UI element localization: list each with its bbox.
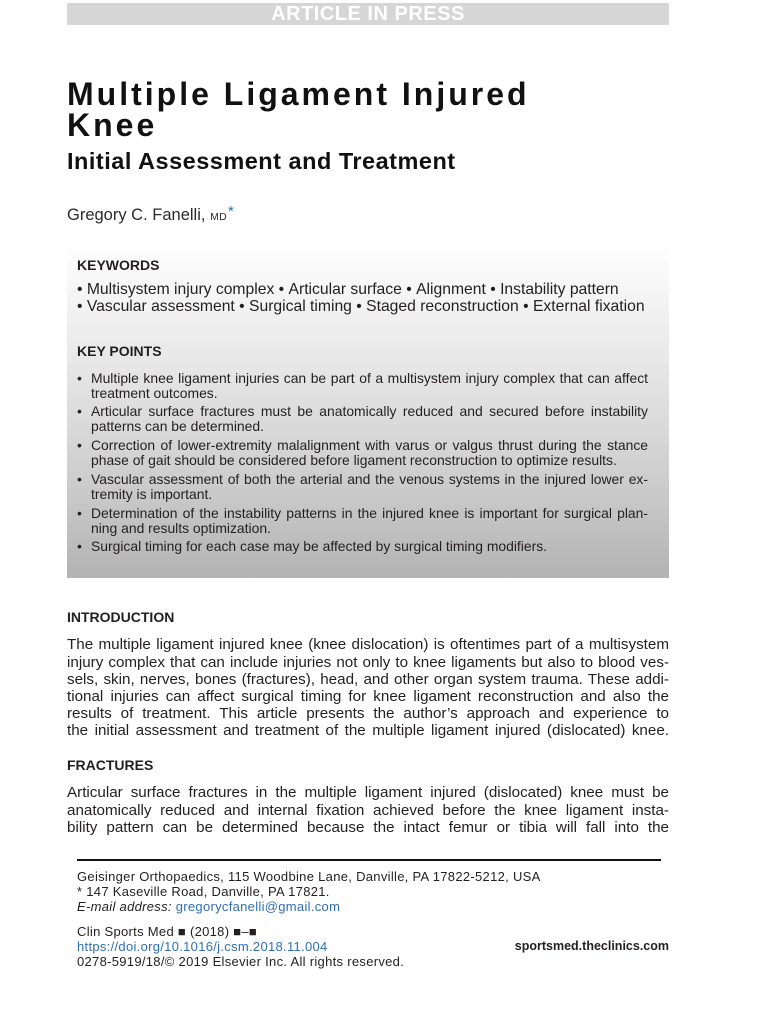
keyword: • Multisystem injury complex — [77, 281, 274, 298]
author-name: Gregory C. Fanelli, — [67, 206, 206, 224]
publication-info — [77, 924, 669, 969]
fractures-paragraph — [67, 784, 669, 836]
article-subtitle: Initial Assessment and Treatment — [67, 148, 456, 174]
keywords-keypoints-box — [67, 250, 669, 578]
paragraph-line: results of treatment. This article presents the author’s approach and experience to — [67, 705, 669, 723]
email-link[interactable]: gregorycfanelli@gmail.com — [175, 898, 341, 914]
keyword: • Alignment — [406, 281, 486, 298]
key-point-item — [91, 472, 648, 502]
author-footnote-marker[interactable]: * — [228, 203, 234, 220]
key-points-list — [91, 371, 648, 559]
key-point-item — [91, 438, 648, 468]
key-point-line: phase of gait should be considered before ligament reconstruction to optimize results. — [91, 452, 617, 469]
key-point-line: • Surgical timing for each case may be affected by surgical timing modifiers. — [91, 538, 548, 555]
key-point-line: tremity is important. — [91, 485, 213, 502]
key-points-heading: KEY POINTS — [77, 343, 162, 359]
journal-citation: Clin Sports Med ■ (2018) ■–■ — [77, 923, 258, 939]
paragraph-line: the initial assessment and treatment of the multiple ligament injured (dislocated) knee. — [67, 722, 669, 740]
article-in-press-banner: ARTICLE IN PRESS — [67, 3, 669, 25]
affiliation: Geisinger Orthopaedics, 115 Woodbine Lane, Danville, PA 17822-5212, USA — [77, 868, 541, 884]
footnote-divider — [77, 859, 661, 861]
keyword: • Staged reconstruction — [356, 298, 518, 315]
key-point-line: • Determination of the instability patterns in the injured knee is important for surgical plan- — [91, 504, 648, 521]
keyword: • Instability pattern — [490, 281, 618, 298]
paragraph-line: The multiple ligament injured knee (knee dislocation) is oftentimes part of a multisystem — [67, 636, 669, 654]
key-point-line: • Articular surface fractures must be anatomically reduced and secured before instability — [91, 403, 648, 420]
key-point-line: • Correction of lower-extremity malalignment with varus or valgus thrust during the stance — [91, 437, 648, 454]
keywords-row — [77, 281, 645, 298]
author-line — [67, 205, 234, 227]
key-point-item — [91, 404, 648, 434]
key-point-line: treatment outcomes. — [91, 384, 218, 401]
paragraph-line: anatomically reduced and internal fixation achieved before the knee ligament insta- — [67, 801, 669, 819]
article-title-line: Knee — [67, 107, 158, 143]
author-degree: MD — [210, 211, 227, 223]
keywords-heading: KEYWORDS — [77, 257, 160, 273]
keyword: • Articular surface — [279, 281, 402, 298]
copyright-line: 0278-5919/18/© 2019 Elsevier Inc. All rights reserved. — [77, 953, 405, 969]
key-point-line: ning and results optimization. — [91, 519, 271, 536]
key-point-line: • Multiple knee ligament injuries can be part of a multisystem injury complex that can affect — [91, 369, 648, 386]
paragraph-line: injury complex that can include injuries not only to knee ligaments but also to blood ves- — [67, 653, 669, 671]
paragraph-line: tional injuries can affect surgical timing for knee ligament reconstruction and also the — [67, 688, 669, 705]
doi-link[interactable]: https://doi.org/10.1016/j.csm.2018.11.004 — [77, 938, 328, 954]
article-title — [67, 76, 530, 143]
article-title-line: Multiple Ligament Injured — [67, 76, 530, 112]
introduction-paragraph — [67, 636, 669, 739]
key-point-item — [91, 506, 648, 536]
key-point-line: patterns can be determined. — [91, 418, 264, 435]
key-point-line: • Vascular assessment of both the arterial and the venous systems in the injured lower ex- — [91, 470, 648, 487]
email-line — [77, 899, 669, 914]
journal-website: sportsmed.theclinics.com — [514, 938, 669, 953]
keywords-list — [77, 281, 645, 315]
paragraph-line: Articular surface fractures in the multiple ligament injured (dislocated) knee must be — [67, 784, 669, 802]
introduction-heading: INTRODUCTION — [67, 609, 175, 625]
email-label: E-mail address: — [77, 898, 172, 914]
correspondence-address: * 147 Kaseville Road, Danville, PA 17821. — [77, 883, 330, 899]
paragraph-line: sels, skin, nerves, bones (fractures), head, and other organ system trauma. These addi- — [67, 670, 669, 688]
keyword: • External fixation — [523, 298, 644, 315]
key-point-item — [91, 539, 648, 554]
keyword: • Surgical timing — [239, 298, 352, 315]
fractures-heading: FRACTURES — [67, 757, 154, 773]
keyword: • Vascular assessment — [77, 298, 235, 315]
paragraph-line: bility pattern can be determined because the intact femur or tibia will fall into the — [67, 818, 669, 836]
key-point-item — [91, 371, 648, 401]
keywords-row — [77, 298, 645, 315]
author-footnotes — [77, 869, 669, 914]
